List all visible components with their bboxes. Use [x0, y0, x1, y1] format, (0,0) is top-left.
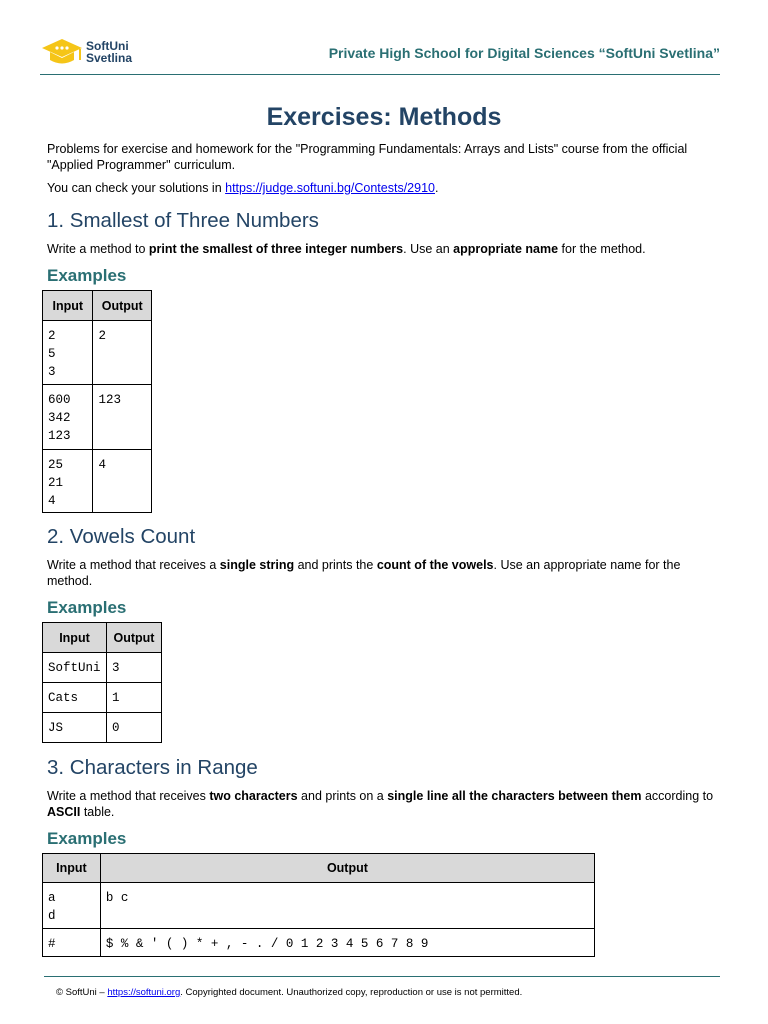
table-header-input: Input	[43, 291, 93, 321]
section-1-examples-heading: Examples	[47, 266, 127, 285]
page-footer: © SoftUni – https://softuni.org. Copyrighted document. Unauthorized copy, reproduction or use is not permitted.	[56, 987, 523, 998]
softuni-svetlina-logo	[40, 36, 150, 70]
table-row	[43, 713, 162, 743]
section-3-examples-heading: Examples	[47, 829, 127, 848]
logo-line-1: SoftUni	[86, 39, 129, 53]
table-header-output: Output	[93, 291, 152, 321]
page-header	[40, 36, 720, 78]
graduation-cap-icon	[40, 36, 84, 70]
table-row	[43, 883, 595, 929]
table-header-input: Input	[43, 623, 107, 653]
header-school-title: Private High School for Digital Sciences “SoftUni Svetlina”	[328, 45, 720, 61]
section-2-title: 2. Vowels Count	[47, 525, 196, 548]
output-cell: 1	[106, 683, 161, 713]
input-cell: 2 5 3	[43, 321, 93, 385]
footer-divider	[44, 976, 720, 977]
section-2-examples-table	[42, 622, 162, 743]
output-cell: b c	[100, 883, 594, 929]
section-3-title: 3. Characters in Range	[47, 756, 258, 779]
logo-line-2: Svetlina	[86, 51, 133, 65]
section-1-title: 1. Smallest of Three Numbers	[47, 209, 319, 232]
table-row	[43, 653, 162, 683]
section-2-examples-heading: Examples	[47, 598, 127, 617]
table-row	[43, 385, 152, 450]
section-3-description: Write a method that receives two characters and prints on a single line all the characters between them according to ASCII table.	[47, 789, 714, 819]
table-header-output: Output	[100, 854, 594, 883]
output-cell: 123	[93, 385, 152, 450]
output-cell: 2	[93, 321, 152, 385]
table-row	[43, 683, 162, 713]
judge-contest-link[interactable]: https://judge.softuni.bg/Contests/2910	[225, 181, 435, 195]
intro-paragraph: Problems for exercise and homework for the "Programming Fundamentals: Arrays and Lists" course from the official "Applied Programmer" curriculum.	[47, 142, 688, 172]
table-header-output: Output	[106, 623, 161, 653]
output-cell: $ % & ' ( ) * + , - . / 0 1 2 3 4 5 6 7 8 9	[100, 929, 594, 957]
output-cell: 4	[93, 450, 152, 513]
table-header-input: Input	[43, 854, 101, 883]
intro-check-paragraph: You can check your solutions in https://judge.softuni.bg/Contests/2910.	[47, 181, 439, 195]
section-1-description: Write a method to print the smallest of three integer numbers. Use an appropriate name for the method.	[47, 242, 646, 256]
table-row	[43, 450, 152, 513]
table-row	[43, 929, 595, 957]
input-cell: SoftUni	[43, 653, 107, 683]
input-cell: a d	[43, 883, 101, 929]
input-cell: #	[43, 929, 101, 957]
section-1-examples-table	[42, 290, 152, 513]
output-cell: 0	[106, 713, 161, 743]
section-2-description: Write a method that receives a single string and prints the count of the vowels. Use an appropriate name for the method.	[47, 558, 681, 588]
input-cell: JS	[43, 713, 107, 743]
input-cell: 600 342 123	[43, 385, 93, 450]
input-cell: Cats	[43, 683, 107, 713]
table-row	[43, 321, 152, 385]
document-title: Exercises: Methods	[266, 103, 502, 131]
output-cell: 3	[106, 653, 161, 683]
input-cell: 25 21 4	[43, 450, 93, 513]
section-3-examples-table	[42, 853, 595, 957]
softuni-org-link[interactable]: https://softuni.org	[107, 987, 181, 998]
header-divider	[40, 74, 720, 75]
